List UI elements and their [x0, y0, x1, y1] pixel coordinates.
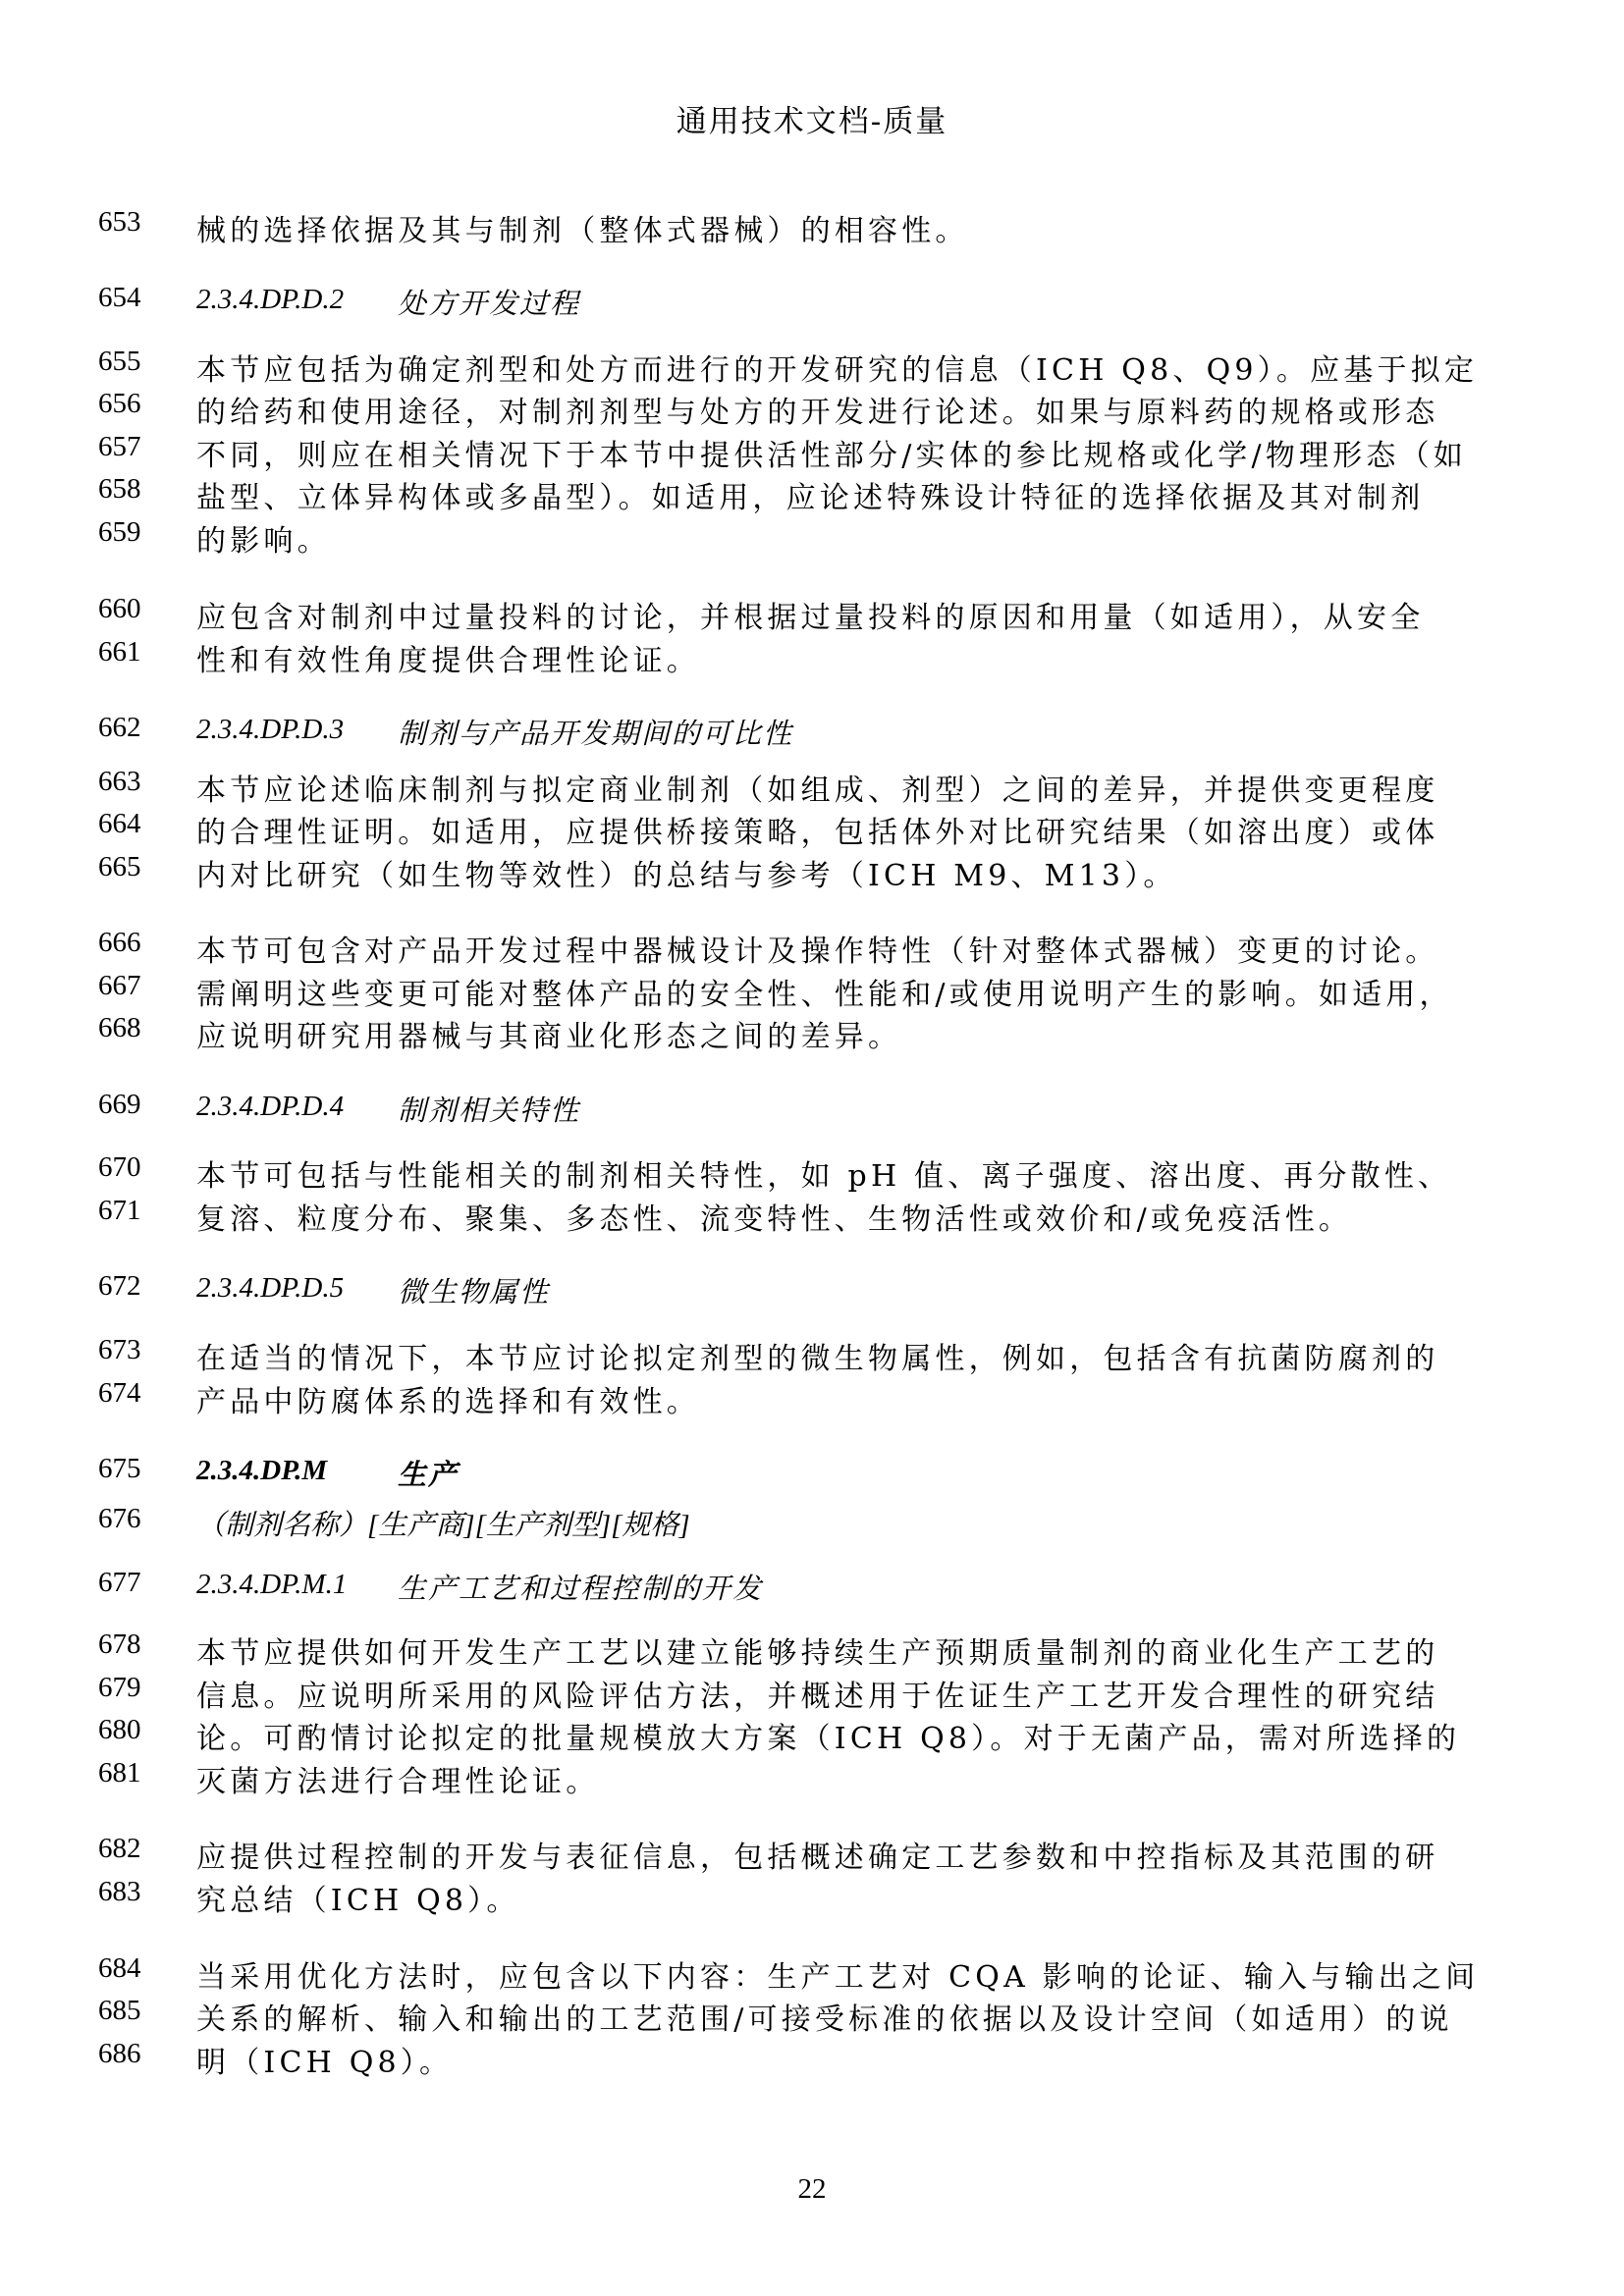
line-number: 684: [98, 1952, 141, 1984]
line-number: 674: [98, 1377, 141, 1409]
body-text-line: 究总结（ICH Q8）。: [196, 1884, 520, 1918]
section-number: 2.3.4.DP.D.5: [196, 1272, 345, 1304]
section-number: 2.3.4.DP.M: [196, 1455, 328, 1486]
line-number: 654: [98, 282, 141, 313]
section-number: 2.3.4.DP.D.4: [196, 1091, 345, 1122]
line-number: 665: [98, 851, 141, 882]
line-number: 686: [98, 2038, 141, 2069]
body-text-line: 在适当的情况下，本节应讨论拟定剂型的微生物属性，例如，包括含有抗菌防腐剂的: [196, 1342, 1439, 1376]
line-number: 655: [98, 346, 141, 377]
section-heading: [196, 1270, 551, 1308]
section-number: 2.3.4.DP.M.1: [196, 1569, 348, 1600]
body-text-line: 灭菌方法进行合理性论证。: [196, 1765, 600, 1799]
line-number: 656: [98, 388, 141, 419]
line-number: 683: [98, 1876, 141, 1907]
body-text-line: 复溶、粒度分布、聚集、多态性、流变特性、生物活性或效价和/或免疫活性。: [196, 1202, 1353, 1237]
section-number: 2.3.4.DP.D.3: [196, 714, 345, 745]
body-text-line: 盐型、立体异构体或多晶型）。如适用，应论述特殊设计特征的选择依据及其对制剂: [196, 481, 1425, 515]
line-number: 670: [98, 1151, 141, 1183]
section-title: 处方开发过程: [398, 287, 581, 320]
section-heading: [196, 1567, 764, 1605]
section-title: 制剂与产品开发期间的可比性: [398, 717, 794, 750]
line-number: 685: [98, 1995, 141, 2026]
body-text-line: 明（ICH Q8）。: [196, 2046, 454, 2080]
line-number: 672: [98, 1270, 141, 1302]
section-title: 制剂相关特性: [398, 1094, 581, 1127]
running-header: 通用技术文档-质量: [676, 104, 948, 139]
section-heading: [196, 712, 794, 750]
line-number: 667: [98, 970, 141, 1001]
line-number: 673: [98, 1334, 141, 1365]
line-number: 675: [98, 1453, 141, 1484]
line-number: 676: [98, 1503, 141, 1534]
section-heading: [196, 1503, 690, 1543]
body-text-line: 应包含对制剂中过量投料的讨论，并根据过量投料的原因和用量（如适用），从安全: [196, 601, 1425, 635]
line-number: 660: [98, 593, 141, 624]
line-number: 682: [98, 1833, 141, 1864]
page-number: 22: [797, 2173, 827, 2205]
body-text-line: 关系的解析、输入和输出的工艺范围/可接受标准的依据以及设计空间（如适用）的说: [196, 2002, 1453, 2037]
body-text-line: 本节应提供如何开发生产工艺以建立能够持续生产预期质量制剂的商业化生产工艺的: [196, 1636, 1439, 1671]
line-number: 680: [98, 1714, 141, 1745]
line-number: 661: [98, 636, 141, 667]
line-number: 677: [98, 1567, 141, 1598]
line-number: 658: [98, 473, 141, 505]
body-text-line: 的影响。: [196, 524, 331, 559]
line-number: 666: [98, 927, 141, 958]
body-text-line: 应提供过程控制的开发与表征信息，包括概述确定工艺参数和中控指标及其范围的研: [196, 1841, 1439, 1875]
line-number: 679: [98, 1672, 141, 1703]
body-text-line: 当采用优化方法时，应包含以下内容：生产工艺对 CQA 影响的论证、输入与输出之间: [196, 1960, 1480, 1995]
line-number: 664: [98, 808, 141, 839]
body-text-line: 械的选择依据及其与制剂（整体式器械）的相容性。: [196, 214, 969, 248]
section-number: （制剂名称）[生产商][生产剂型][规格]: [196, 1510, 690, 1541]
body-text-line: 的合理性证明。如适用，应提供桥接策略，包括体外对比研究结果（如溶出度）或体: [196, 816, 1439, 850]
body-text-line: 内对比研究（如生物等效性）的总结与参考（ICH M9、M13）。: [196, 859, 1177, 893]
section-title: 生产工艺和过程控制的开发: [398, 1572, 764, 1605]
line-number: 653: [98, 206, 141, 238]
body-text-line: 信息。应说明所采用的风险评估方法，并概述用于佐证生产工艺开发合理性的研究结: [196, 1680, 1439, 1714]
line-number: 657: [98, 431, 141, 462]
body-text-line: 本节可包括与性能相关的制剂相关特性，如 pH 值、离子强度、溶出度、再分散性、: [196, 1159, 1452, 1194]
line-number: 659: [98, 516, 141, 548]
body-text-line: 本节应论述临床制剂与拟定商业制剂（如组成、剂型）之间的差异，并提供变更程度: [196, 774, 1439, 808]
body-text-line: 论。可酌情讨论拟定的批量规模放大方案（ICH Q8）。对于无菌产品，需对所选择的: [196, 1722, 1461, 1756]
body-text-line: 本节应包括为确定剂型和处方而进行的开发研究的信息（ICH Q8、Q9）。应基于拟定: [196, 353, 1479, 388]
line-number: 678: [98, 1629, 141, 1660]
section-title: 生产: [398, 1458, 460, 1491]
body-text-line: 性和有效性角度提供合理性论证。: [196, 644, 700, 678]
body-text-line: 不同，则应在相关情况下于本节中提供活性部分/实体的参比规格或化学/物理形态（如: [196, 439, 1468, 473]
section-number: 2.3.4.DP.D.2: [196, 284, 345, 315]
line-number: 663: [98, 766, 141, 797]
line-number: 668: [98, 1012, 141, 1043]
line-number: 662: [98, 712, 141, 743]
section-heading: [196, 1453, 460, 1491]
section-heading: [196, 1089, 581, 1127]
body-text-line: 本节可包含对产品开发过程中器械设计及操作特性（针对整体式器械）变更的讨论。: [196, 934, 1439, 969]
section-title: 微生物属性: [398, 1275, 551, 1308]
section-heading: [196, 282, 581, 320]
line-number: 671: [98, 1195, 141, 1226]
body-text-line: 的给药和使用途径，对制剂剂型与处方的开发进行论述。如果与原料药的规格或形态: [196, 396, 1439, 430]
line-number: 669: [98, 1089, 141, 1120]
body-text-line: 需阐明这些变更可能对整体产品的安全性、性能和/或使用说明产生的影响。如适用，: [196, 978, 1453, 1012]
line-number: 681: [98, 1757, 141, 1789]
body-text-line: 产品中防腐体系的选择和有效性。: [196, 1385, 700, 1419]
body-text-line: 应说明研究用器械与其商业化形态之间的差异。: [196, 1020, 902, 1054]
